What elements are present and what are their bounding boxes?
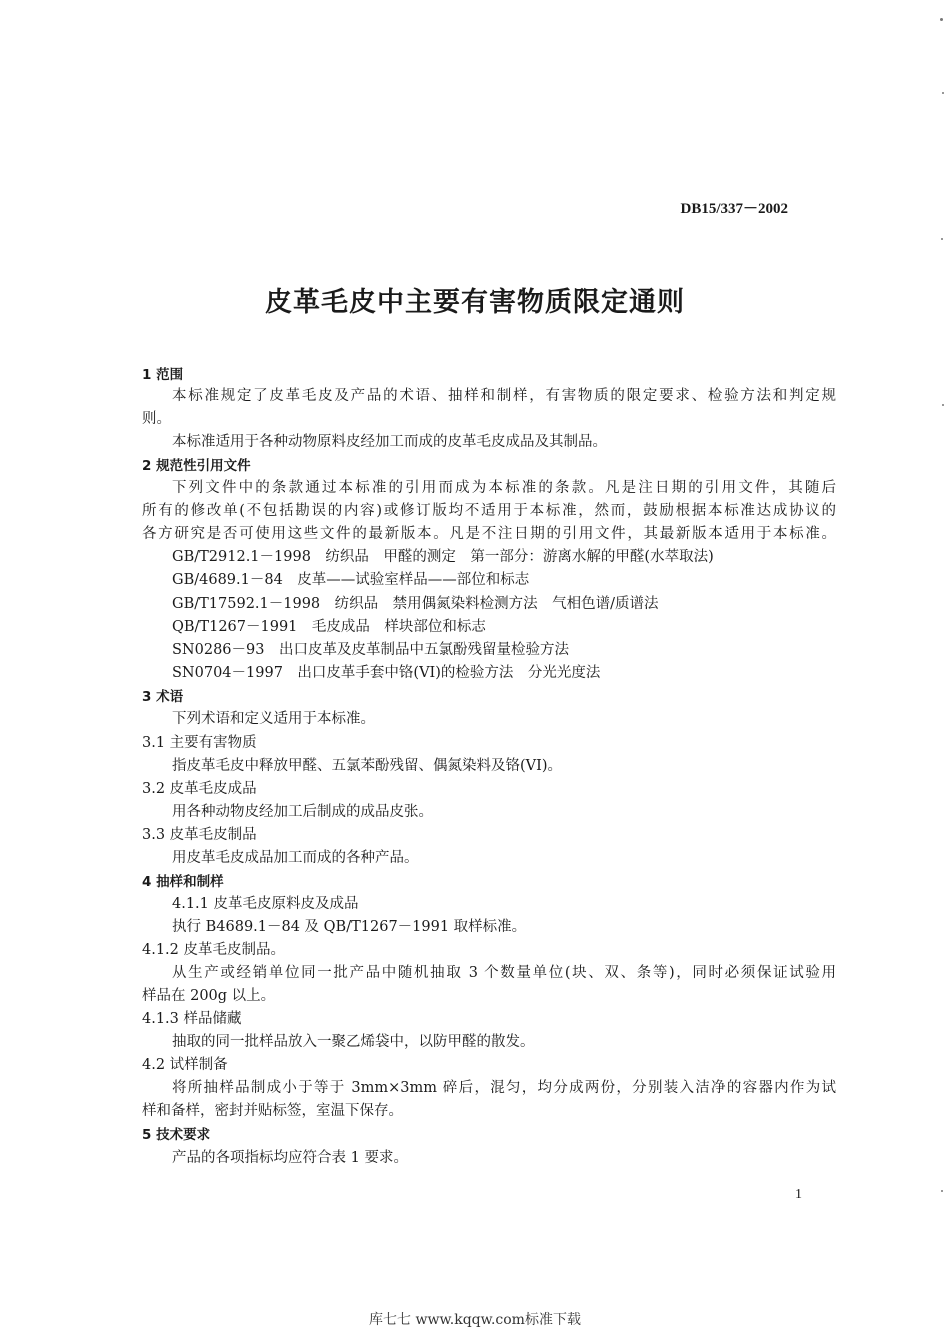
paragraph-line: 则。: [142, 411, 171, 427]
paragraph-line: 下列文件中的条款通过本标准的引用而成为本标准的条款。凡是注日期的引用文件，其随后: [172, 480, 836, 496]
page-number: 1: [795, 1187, 802, 1202]
standard-code: DB15/337－2002: [680, 201, 788, 217]
paragraph-line: 抽取的同一批样品放入一聚乙烯袋中，以防甲醛的散发。: [172, 1034, 535, 1050]
subsection-heading: 4.1.1 皮革毛皮原料皮及成品: [172, 896, 359, 912]
paragraph-line: 样和备样，密封并贴标签，室温下保存。: [142, 1103, 403, 1119]
scan-speck: [940, 18, 943, 21]
reference-item: QB/T1267－1991 毛皮成品 样块部位和标志: [172, 619, 486, 635]
section-heading-5: 5 技术要求: [142, 1127, 211, 1143]
paragraph-line: 本标准规定了皮革毛皮及产品的术语、抽样和制样，有害物质的限定要求、检验方法和判定规: [172, 388, 836, 404]
paragraph-line: 用皮革毛皮成品加工而成的各种产品。: [172, 850, 419, 866]
scan-speck: [941, 1190, 943, 1192]
paragraph-line: 将所抽样品制成小于等于 3mm×3mm 碎后，混匀，均分成两份，分别装入洁净的容器内作为试: [172, 1080, 836, 1096]
section-heading-4: 4 抽样和制样: [142, 874, 224, 890]
scan-speck: [942, 404, 944, 406]
paragraph-line: 所有的修改单(不包括勘误的内容)或修订版均不适用于本标准，然而，鼓励根据本标准达成协议的: [142, 503, 836, 519]
reference-item: GB/4689.1－84 皮革——试验室样品——部位和标志: [172, 572, 530, 588]
paragraph-line: 执行 B4689.1－84 及 QB/T1267－1991 取样标准。: [172, 919, 527, 935]
subsection-heading: 3.3 皮革毛皮制品: [142, 827, 257, 843]
subsection-heading: 4.2 试样制备: [142, 1057, 228, 1073]
page-title: 皮革毛皮中主要有害物质限定通则: [265, 287, 685, 318]
subsection-heading: 3.1 主要有害物质: [142, 735, 257, 751]
section-heading-1: 1 范围: [142, 367, 184, 383]
section-heading-2: 2 规范性引用文件: [142, 458, 251, 474]
footer-watermark: 库七七 www.kqqw.com标准下载: [369, 1312, 581, 1328]
subsection-heading: 4.1.2 皮革毛皮制品。: [142, 942, 286, 958]
subsection-heading: 3.2 皮革毛皮成品: [142, 781, 257, 797]
subsection-heading: 4.1.3 样品储藏: [142, 1011, 242, 1027]
paragraph-line: 下列术语和定义适用于本标准。: [172, 711, 375, 727]
paragraph-line: 用各种动物皮经加工后制成的成品皮张。: [172, 804, 433, 820]
reference-item: GB/T17592.1－1998 纺织品 禁用偶氮染料检测方法 气相色谱/质谱法: [172, 596, 659, 612]
reference-item: GB/T2912.1－1998 纺织品 甲醛的测定 第一部分：游离水解的甲醛(水萃取法): [172, 549, 714, 565]
paragraph-line: 各方研究是否可使用这些文件的最新版本。凡是不注日期的引用文件，其最新版本适用于本标准。: [142, 526, 836, 542]
scan-speck: [941, 238, 943, 240]
scan-speck: [942, 92, 944, 94]
reference-item: SN0286－93 出口皮革及皮革制品中五氯酚残留量检验方法: [172, 642, 569, 658]
paragraph-line: 从生产或经销单位同一批产品中随机抽取 3 个数量单位(块、双、条等)，同时必须保证试验用: [172, 965, 836, 981]
paragraph-line: 样品在 200g 以上。: [142, 988, 276, 1004]
paragraph-line: 产品的各项指标均应符合表 1 要求。: [172, 1150, 408, 1166]
section-heading-3: 3 术语: [142, 689, 184, 705]
reference-item: SN0704－1997 出口皮革手套中铬(VI)的检验方法 分光光度法: [172, 665, 601, 681]
paragraph-line: 指皮革毛皮中释放甲醛、五氯苯酚残留、偶氮染料及铬(VI)。: [172, 758, 563, 774]
paragraph-line: 本标准适用于各种动物原料皮经加工而成的皮革毛皮成品及其制品。: [172, 434, 607, 450]
